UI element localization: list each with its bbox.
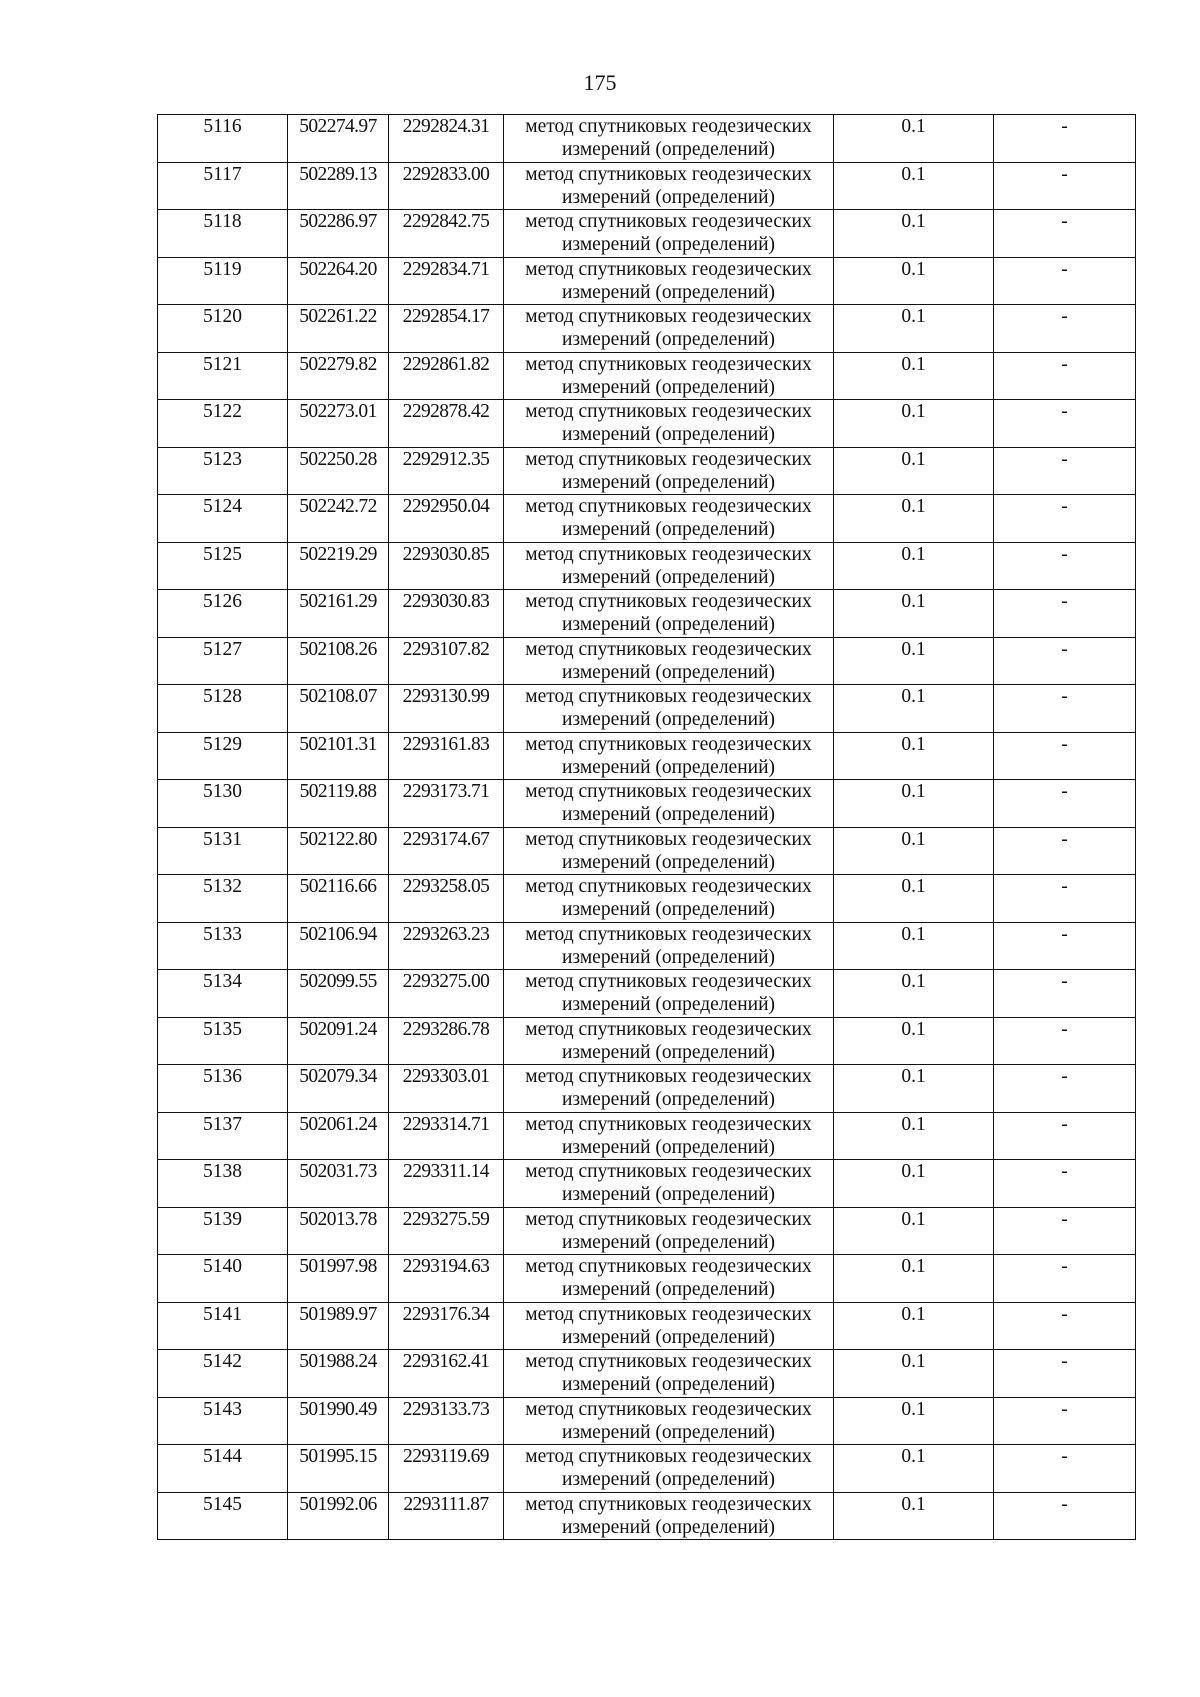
point-number-cell: 5131 xyxy=(158,827,288,875)
description-cell: - xyxy=(994,1397,1136,1445)
description-cell: - xyxy=(994,970,1136,1018)
y-coordinate-cell: 2292912.35 xyxy=(389,447,504,495)
point-number-cell: 5122 xyxy=(158,400,288,448)
method-line-2: измерений (определений) xyxy=(561,471,776,493)
method-line-2: измерений (определений) xyxy=(561,851,776,873)
table-row xyxy=(158,970,1136,1018)
accuracy-cell: 0.1 xyxy=(834,1350,994,1398)
description-cell: - xyxy=(994,305,1136,353)
y-coordinate-cell: 2293176.34 xyxy=(389,1302,504,1350)
point-number-cell: 5135 xyxy=(158,1017,288,1065)
table-row xyxy=(158,1445,1136,1493)
x-coordinate-cell: 502250.28 xyxy=(288,447,389,495)
y-coordinate-cell: 2292861.82 xyxy=(389,352,504,400)
method-cell xyxy=(504,1160,834,1208)
x-coordinate-cell: 502242.72 xyxy=(288,495,389,543)
method-line-2: измерений (определений) xyxy=(561,424,776,445)
table-row xyxy=(158,1255,1136,1303)
method-line-2: измерений (определений) xyxy=(561,281,776,303)
method-line-1: метод спутниковых геодезических xyxy=(525,258,812,280)
y-coordinate-cell: 2293119.69 xyxy=(389,1445,504,1493)
method-cell xyxy=(504,1112,834,1160)
accuracy-cell: 0.1 xyxy=(834,447,994,495)
table-row xyxy=(158,1112,1136,1160)
table-row xyxy=(158,1207,1136,1255)
method-cell xyxy=(504,827,834,875)
y-coordinate-cell: 2293030.83 xyxy=(389,590,504,638)
x-coordinate-cell: 502119.88 xyxy=(288,780,389,828)
table-row xyxy=(158,875,1136,923)
table-row xyxy=(158,685,1136,733)
method-line-1: метод спутниковых геодезических xyxy=(525,971,812,992)
method-line-1: метод спутниковых геодезических xyxy=(525,1018,812,1040)
table-row xyxy=(158,352,1136,400)
x-coordinate-cell: 502264.20 xyxy=(288,257,389,305)
method-line-2: измерений (определений) xyxy=(561,566,776,588)
method-line-1: метод спутниковых геодезических xyxy=(525,1113,812,1135)
description-cell: - xyxy=(994,875,1136,923)
method-cell xyxy=(504,542,834,590)
x-coordinate-cell: 502161.29 xyxy=(288,590,389,638)
table-row xyxy=(158,1397,1136,1445)
table-row xyxy=(158,780,1136,828)
method-line-2: измерений (определений) xyxy=(561,1374,776,1395)
accuracy-cell: 0.1 xyxy=(834,970,994,1018)
x-coordinate-cell: 502108.07 xyxy=(288,685,389,733)
method-line-2: измерений (определений) xyxy=(561,756,776,778)
point-number-cell: 5125 xyxy=(158,542,288,590)
description-cell: - xyxy=(994,162,1136,210)
accuracy-cell: 0.1 xyxy=(834,1017,994,1065)
method-cell xyxy=(504,1302,834,1350)
accuracy-cell: 0.1 xyxy=(834,352,994,400)
table-row xyxy=(158,305,1136,353)
accuracy-cell: 0.1 xyxy=(834,1112,994,1160)
method-line-2: измерений (определений) xyxy=(561,661,776,683)
y-coordinate-cell: 2292878.42 xyxy=(389,400,504,448)
point-number-cell: 5129 xyxy=(158,732,288,780)
method-line-1: метод спутниковых геодезических xyxy=(525,1351,812,1372)
x-coordinate-cell: 502091.24 xyxy=(288,1017,389,1065)
accuracy-cell: 0.1 xyxy=(834,400,994,448)
x-coordinate-cell: 502101.31 xyxy=(288,732,389,780)
point-number-cell: 5116 xyxy=(158,115,288,163)
accuracy-cell: 0.1 xyxy=(834,115,994,163)
method-line-1: метод спутниковых геодезических xyxy=(525,923,812,945)
method-line-1: метод спутниковых геодезических xyxy=(525,353,812,375)
table-row xyxy=(158,1492,1136,1540)
method-line-2: измерений (определений) xyxy=(561,234,776,255)
method-line-2: измерений (определений) xyxy=(561,1516,776,1538)
y-coordinate-cell: 2292833.00 xyxy=(389,162,504,210)
method-line-1: метод спутниковых геодезических xyxy=(525,591,812,612)
method-line-1: метод спутниковых геодезических xyxy=(525,638,812,660)
method-cell xyxy=(504,1065,834,1113)
accuracy-cell: 0.1 xyxy=(834,922,994,970)
point-number-cell: 5145 xyxy=(158,1492,288,1540)
method-line-2: измерений (определений) xyxy=(561,1184,776,1205)
method-line-2: измерений (определений) xyxy=(561,1041,776,1063)
accuracy-cell: 0.1 xyxy=(834,590,994,638)
method-line-1: метод спутниковых геодезических xyxy=(525,211,812,232)
x-coordinate-cell: 501988.24 xyxy=(288,1350,389,1398)
accuracy-cell: 0.1 xyxy=(834,685,994,733)
method-line-2: измерений (определений) xyxy=(561,614,776,635)
method-cell xyxy=(504,1397,834,1445)
method-cell xyxy=(504,590,834,638)
table-row xyxy=(158,257,1136,305)
method-line-1: метод спутниковых геодезических xyxy=(525,543,812,565)
point-number-cell: 5120 xyxy=(158,305,288,353)
table-row xyxy=(158,115,1136,163)
method-cell xyxy=(504,685,834,733)
point-number-cell: 5119 xyxy=(158,257,288,305)
point-number-cell: 5123 xyxy=(158,447,288,495)
method-line-2: измерений (определений) xyxy=(561,1469,776,1490)
description-cell: - xyxy=(994,115,1136,163)
point-number-cell: 5136 xyxy=(158,1065,288,1113)
y-coordinate-cell: 2293275.59 xyxy=(389,1207,504,1255)
method-line-2: измерений (определений) xyxy=(561,946,776,968)
coordinates-table-body xyxy=(158,115,1136,1540)
method-line-1: метод спутниковых геодезических xyxy=(525,876,812,897)
description-cell: - xyxy=(994,1492,1136,1540)
method-cell xyxy=(504,1492,834,1540)
x-coordinate-cell: 501992.06 xyxy=(288,1492,389,1540)
description-cell: - xyxy=(994,922,1136,970)
y-coordinate-cell: 2293030.85 xyxy=(389,542,504,590)
method-line-1: метод спутниковых геодезических xyxy=(525,1066,812,1087)
method-line-2: измерений (определений) xyxy=(561,139,776,160)
table-row xyxy=(158,162,1136,210)
method-line-1: метод спутниковых геодезических xyxy=(525,1256,812,1277)
x-coordinate-cell: 502099.55 xyxy=(288,970,389,1018)
method-line-2: измерений (определений) xyxy=(561,1326,776,1348)
table-row xyxy=(158,637,1136,685)
accuracy-cell: 0.1 xyxy=(834,1160,994,1208)
x-coordinate-cell: 502273.01 xyxy=(288,400,389,448)
point-number-cell: 5134 xyxy=(158,970,288,1018)
method-line-1: метод спутниковых геодезических xyxy=(525,448,812,470)
accuracy-cell: 0.1 xyxy=(834,305,994,353)
point-number-cell: 5118 xyxy=(158,210,288,258)
method-line-1: метод спутниковых геодезических xyxy=(525,116,812,137)
description-cell: - xyxy=(994,637,1136,685)
description-cell: - xyxy=(994,732,1136,780)
y-coordinate-cell: 2293130.99 xyxy=(389,685,504,733)
method-cell xyxy=(504,257,834,305)
accuracy-cell: 0.1 xyxy=(834,210,994,258)
table-row xyxy=(158,1160,1136,1208)
table-row xyxy=(158,1017,1136,1065)
y-coordinate-cell: 2292834.71 xyxy=(389,257,504,305)
method-cell xyxy=(504,162,834,210)
description-cell: - xyxy=(994,257,1136,305)
point-number-cell: 5128 xyxy=(158,685,288,733)
method-cell xyxy=(504,780,834,828)
method-line-1: метод спутниковых геодезических xyxy=(525,496,812,517)
description-cell: - xyxy=(994,780,1136,828)
y-coordinate-cell: 2292824.31 xyxy=(389,115,504,163)
method-cell xyxy=(504,970,834,1018)
method-line-1: метод спутниковых геодезических xyxy=(525,163,812,185)
description-cell: - xyxy=(994,1445,1136,1493)
table-row xyxy=(158,447,1136,495)
accuracy-cell: 0.1 xyxy=(834,827,994,875)
method-cell xyxy=(504,1445,834,1493)
accuracy-cell: 0.1 xyxy=(834,1207,994,1255)
y-coordinate-cell: 2293107.82 xyxy=(389,637,504,685)
x-coordinate-cell: 502261.22 xyxy=(288,305,389,353)
description-cell: - xyxy=(994,352,1136,400)
point-number-cell: 5141 xyxy=(158,1302,288,1350)
x-coordinate-cell: 502279.82 xyxy=(288,352,389,400)
description-cell: - xyxy=(994,827,1136,875)
accuracy-cell: 0.1 xyxy=(834,162,994,210)
method-line-1: метод спутниковых геодезических xyxy=(525,306,812,327)
accuracy-cell: 0.1 xyxy=(834,495,994,543)
point-number-cell: 5132 xyxy=(158,875,288,923)
method-cell xyxy=(504,637,834,685)
x-coordinate-cell: 502108.26 xyxy=(288,637,389,685)
accuracy-cell: 0.1 xyxy=(834,1302,994,1350)
x-coordinate-cell: 502106.94 xyxy=(288,922,389,970)
table-row xyxy=(158,1065,1136,1113)
page-number: 175 xyxy=(583,70,617,95)
method-line-2: измерений (определений) xyxy=(561,519,776,540)
description-cell: - xyxy=(994,1017,1136,1065)
method-line-1: метод спутниковых геодезических xyxy=(525,1446,812,1467)
method-line-1: метод спутниковых геодезических xyxy=(525,686,812,707)
y-coordinate-cell: 2292854.17 xyxy=(389,305,504,353)
method-line-2: измерений (определений) xyxy=(561,1421,776,1443)
accuracy-cell: 0.1 xyxy=(834,637,994,685)
x-coordinate-cell: 502122.80 xyxy=(288,827,389,875)
y-coordinate-cell: 2293275.00 xyxy=(389,970,504,1018)
point-number-cell: 5137 xyxy=(158,1112,288,1160)
method-line-2: измерений (определений) xyxy=(561,994,776,1015)
point-number-cell: 5133 xyxy=(158,922,288,970)
table-row xyxy=(158,1350,1136,1398)
point-number-cell: 5130 xyxy=(158,780,288,828)
accuracy-cell: 0.1 xyxy=(834,1492,994,1540)
table-row xyxy=(158,542,1136,590)
point-number-cell: 5126 xyxy=(158,590,288,638)
y-coordinate-cell: 2293194.63 xyxy=(389,1255,504,1303)
method-cell xyxy=(504,400,834,448)
method-line-2: измерений (определений) xyxy=(561,1231,776,1253)
point-number-cell: 5144 xyxy=(158,1445,288,1493)
y-coordinate-cell: 2293174.67 xyxy=(389,827,504,875)
y-coordinate-cell: 2293258.05 xyxy=(389,875,504,923)
method-line-1: метод спутниковых геодезических xyxy=(525,1398,812,1420)
method-line-2: измерений (определений) xyxy=(561,709,776,730)
table-row xyxy=(158,590,1136,638)
table-row xyxy=(158,210,1136,258)
y-coordinate-cell: 2293111.87 xyxy=(389,1492,504,1540)
coordinates-table xyxy=(157,114,1136,1540)
point-number-cell: 5121 xyxy=(158,352,288,400)
method-line-1: метод спутниковых геодезических xyxy=(525,1161,812,1182)
description-cell: - xyxy=(994,685,1136,733)
description-cell: - xyxy=(994,1302,1136,1350)
method-cell xyxy=(504,352,834,400)
x-coordinate-cell: 502116.66 xyxy=(288,875,389,923)
method-line-1: метод спутниковых геодезических xyxy=(525,1303,812,1325)
method-cell xyxy=(504,922,834,970)
y-coordinate-cell: 2293173.71 xyxy=(389,780,504,828)
y-coordinate-cell: 2293286.78 xyxy=(389,1017,504,1065)
method-line-1: метод спутниковых геодезических xyxy=(525,781,812,802)
x-coordinate-cell: 502013.78 xyxy=(288,1207,389,1255)
y-coordinate-cell: 2293162.41 xyxy=(389,1350,504,1398)
method-line-2: измерений (определений) xyxy=(561,1279,776,1300)
method-cell xyxy=(504,1207,834,1255)
method-line-2: измерений (определений) xyxy=(561,1089,776,1110)
accuracy-cell: 0.1 xyxy=(834,1397,994,1445)
y-coordinate-cell: 2293311.14 xyxy=(389,1160,504,1208)
method-cell xyxy=(504,732,834,780)
method-cell xyxy=(504,495,834,543)
description-cell: - xyxy=(994,1255,1136,1303)
table-row xyxy=(158,732,1136,780)
y-coordinate-cell: 2293161.83 xyxy=(389,732,504,780)
method-line-1: метод спутниковых геодезических xyxy=(525,733,812,755)
method-line-2: измерений (определений) xyxy=(561,1136,776,1158)
description-cell: - xyxy=(994,210,1136,258)
y-coordinate-cell: 2293133.73 xyxy=(389,1397,504,1445)
point-number-cell: 5127 xyxy=(158,637,288,685)
x-coordinate-cell: 502079.34 xyxy=(288,1065,389,1113)
description-cell: - xyxy=(994,495,1136,543)
point-number-cell: 5117 xyxy=(158,162,288,210)
method-line-1: метод спутниковых геодезических xyxy=(525,1493,812,1515)
x-coordinate-cell: 501989.97 xyxy=(288,1302,389,1350)
description-cell: - xyxy=(994,1160,1136,1208)
method-line-2: измерений (определений) xyxy=(561,899,776,920)
x-coordinate-cell: 501990.49 xyxy=(288,1397,389,1445)
description-cell: - xyxy=(994,1207,1136,1255)
point-number-cell: 5139 xyxy=(158,1207,288,1255)
description-cell: - xyxy=(994,1065,1136,1113)
x-coordinate-cell: 501997.98 xyxy=(288,1255,389,1303)
point-number-cell: 5142 xyxy=(158,1350,288,1398)
point-number-cell: 5140 xyxy=(158,1255,288,1303)
x-coordinate-cell: 502061.24 xyxy=(288,1112,389,1160)
method-line-2: измерений (определений) xyxy=(561,329,776,350)
accuracy-cell: 0.1 xyxy=(834,542,994,590)
method-line-2: измерений (определений) xyxy=(561,376,776,398)
table-row xyxy=(158,400,1136,448)
method-cell xyxy=(504,1255,834,1303)
table-row xyxy=(158,495,1136,543)
point-number-cell: 5124 xyxy=(158,495,288,543)
method-line-2: измерений (определений) xyxy=(561,804,776,825)
method-cell xyxy=(504,875,834,923)
accuracy-cell: 0.1 xyxy=(834,1255,994,1303)
accuracy-cell: 0.1 xyxy=(834,257,994,305)
description-cell: - xyxy=(994,542,1136,590)
point-number-cell: 5143 xyxy=(158,1397,288,1445)
description-cell: - xyxy=(994,447,1136,495)
y-coordinate-cell: 2293263.23 xyxy=(389,922,504,970)
description-cell: - xyxy=(994,400,1136,448)
accuracy-cell: 0.1 xyxy=(834,875,994,923)
description-cell: - xyxy=(994,590,1136,638)
x-coordinate-cell: 502219.29 xyxy=(288,542,389,590)
method-cell xyxy=(504,115,834,163)
x-coordinate-cell: 501995.15 xyxy=(288,1445,389,1493)
x-coordinate-cell: 502274.97 xyxy=(288,115,389,163)
method-cell xyxy=(504,210,834,258)
accuracy-cell: 0.1 xyxy=(834,732,994,780)
table-row xyxy=(158,1302,1136,1350)
method-cell xyxy=(504,305,834,353)
description-cell: - xyxy=(994,1350,1136,1398)
method-line-2: измерений (определений) xyxy=(561,186,776,208)
method-cell xyxy=(504,1350,834,1398)
accuracy-cell: 0.1 xyxy=(834,1065,994,1113)
x-coordinate-cell: 502286.97 xyxy=(288,210,389,258)
method-line-1: метод спутниковых геодезических xyxy=(525,828,812,850)
y-coordinate-cell: 2292842.75 xyxy=(389,210,504,258)
table-row xyxy=(158,922,1136,970)
method-cell xyxy=(504,447,834,495)
method-line-1: метод спутниковых геодезических xyxy=(525,1208,812,1230)
point-number-cell: 5138 xyxy=(158,1160,288,1208)
description-cell: - xyxy=(994,1112,1136,1160)
method-line-1: метод спутниковых геодезических xyxy=(525,401,812,422)
method-cell xyxy=(504,1017,834,1065)
x-coordinate-cell: 502289.13 xyxy=(288,162,389,210)
table-row xyxy=(158,827,1136,875)
accuracy-cell: 0.1 xyxy=(834,780,994,828)
y-coordinate-cell: 2293314.71 xyxy=(389,1112,504,1160)
x-coordinate-cell: 502031.73 xyxy=(288,1160,389,1208)
y-coordinate-cell: 2292950.04 xyxy=(389,495,504,543)
accuracy-cell: 0.1 xyxy=(834,1445,994,1493)
y-coordinate-cell: 2293303.01 xyxy=(389,1065,504,1113)
